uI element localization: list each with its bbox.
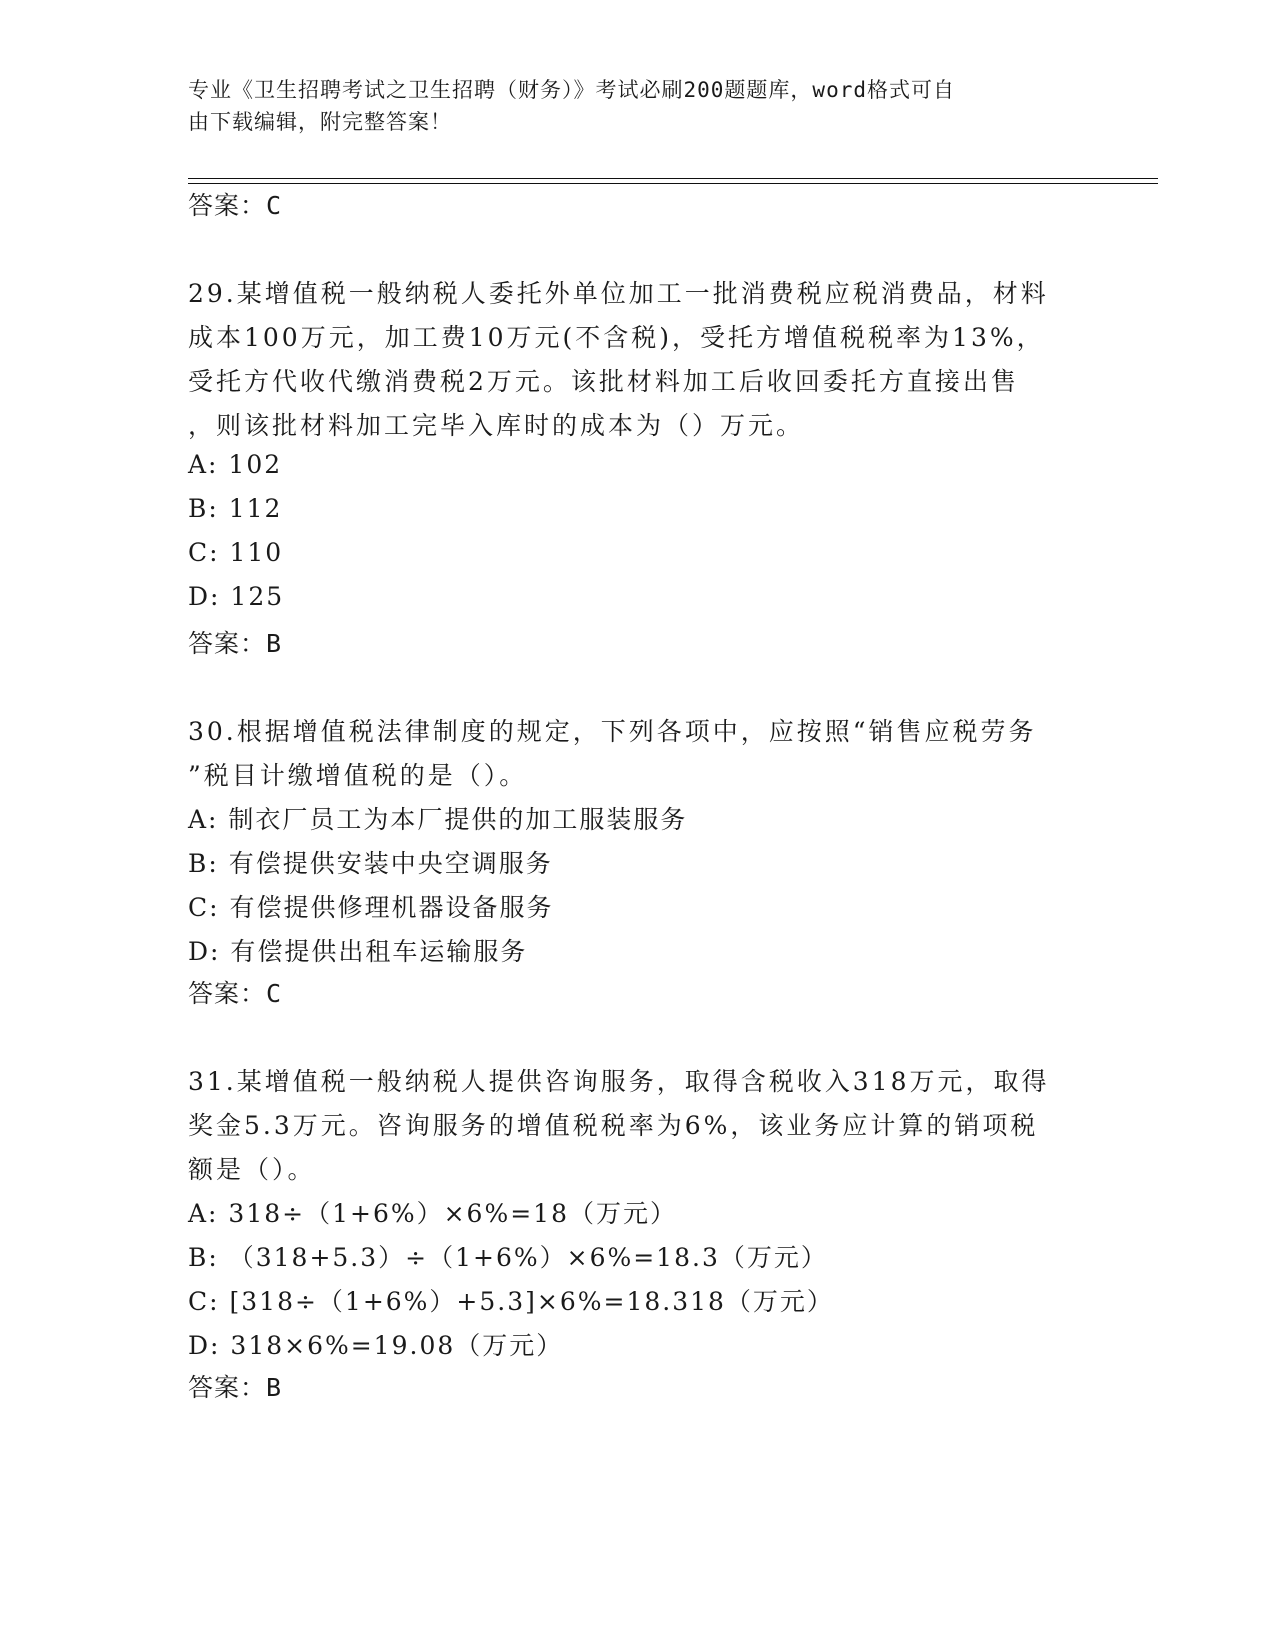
question-30-option-c: C: 有偿提供修理机器设备服务 (188, 893, 554, 922)
question-30-option-b: B: 有偿提供安装中央空调服务 (188, 849, 553, 878)
question-29-option-c: C: 110 (188, 538, 284, 567)
question-31-option-b: B: （318+5.3）÷（1+6%）×6%=18.3（万元） (188, 1243, 828, 1272)
question-29-option-b: B: 112 (188, 494, 283, 523)
question-31-stem-line-3: 额是（）。 (188, 1155, 316, 1184)
header-line-1: 专业《卫生招聘考试之卫生招聘（财务）》考试必刷200题题库，word格式可自 (188, 78, 955, 102)
document-header (188, 74, 1088, 138)
question-31-stem-line-1: 31.某增值税一般纳税人提供咨询服务，取得含税收入318万元，取得 (188, 1067, 1050, 1096)
question-30-answer: 答案：C (188, 979, 283, 1008)
question-29-stem-line-4: ，则该批材料加工完毕入库时的成本为（）万元。 (188, 411, 805, 440)
question-31-answer: 答案：B (188, 1373, 283, 1402)
question-30-stem-line-2: ”税目计缴增值税的是（）。 (188, 761, 528, 790)
header-rule-bottom (188, 183, 1158, 184)
question-30-option-a: A: 制衣厂员工为本厂提供的加工服装服务 (188, 805, 688, 834)
header-line-2: 由下载编辑，附完整答案！ (188, 110, 452, 134)
question-31-stem-line-2: 奖金5.3万元。咨询服务的增值税税率为6%，该业务应计算的销项税 (188, 1111, 1039, 1140)
question-29-option-a: A: 102 (188, 450, 283, 479)
question-29-option-d: D: 125 (188, 582, 285, 611)
header-rule-top (188, 178, 1158, 179)
question-31-option-c: C: [318÷（1+6%）+5.3]×6%=18.318（万元） (188, 1287, 834, 1316)
question-31-option-d: D: 318×6%=19.08（万元） (188, 1331, 564, 1360)
question-30-option-d: D: 有偿提供出租车运输服务 (188, 937, 528, 966)
question-29-answer: 答案：B (188, 629, 283, 658)
question-29-stem-line-2: 成本100万元，加工费10万元(不含税)，受托方增值税税率为13%， (188, 323, 1045, 352)
question-31-option-a: A: 318÷（1+6%）×6%=18（万元） (188, 1199, 677, 1228)
previous-answer: 答案：C (188, 191, 283, 220)
question-29-stem-line-3: 受托方代收代缴消费税2万元。该批材料加工后收回委托方直接出售 (188, 367, 1019, 396)
question-29-stem-line-1: 29.某增值税一般纳税人委托外单位加工一批消费税应税消费品，材料 (188, 279, 1049, 308)
question-30-stem-line-1: 30.根据增值税法律制度的规定，下列各项中，应按照“销售应税劳务 (188, 717, 1037, 746)
